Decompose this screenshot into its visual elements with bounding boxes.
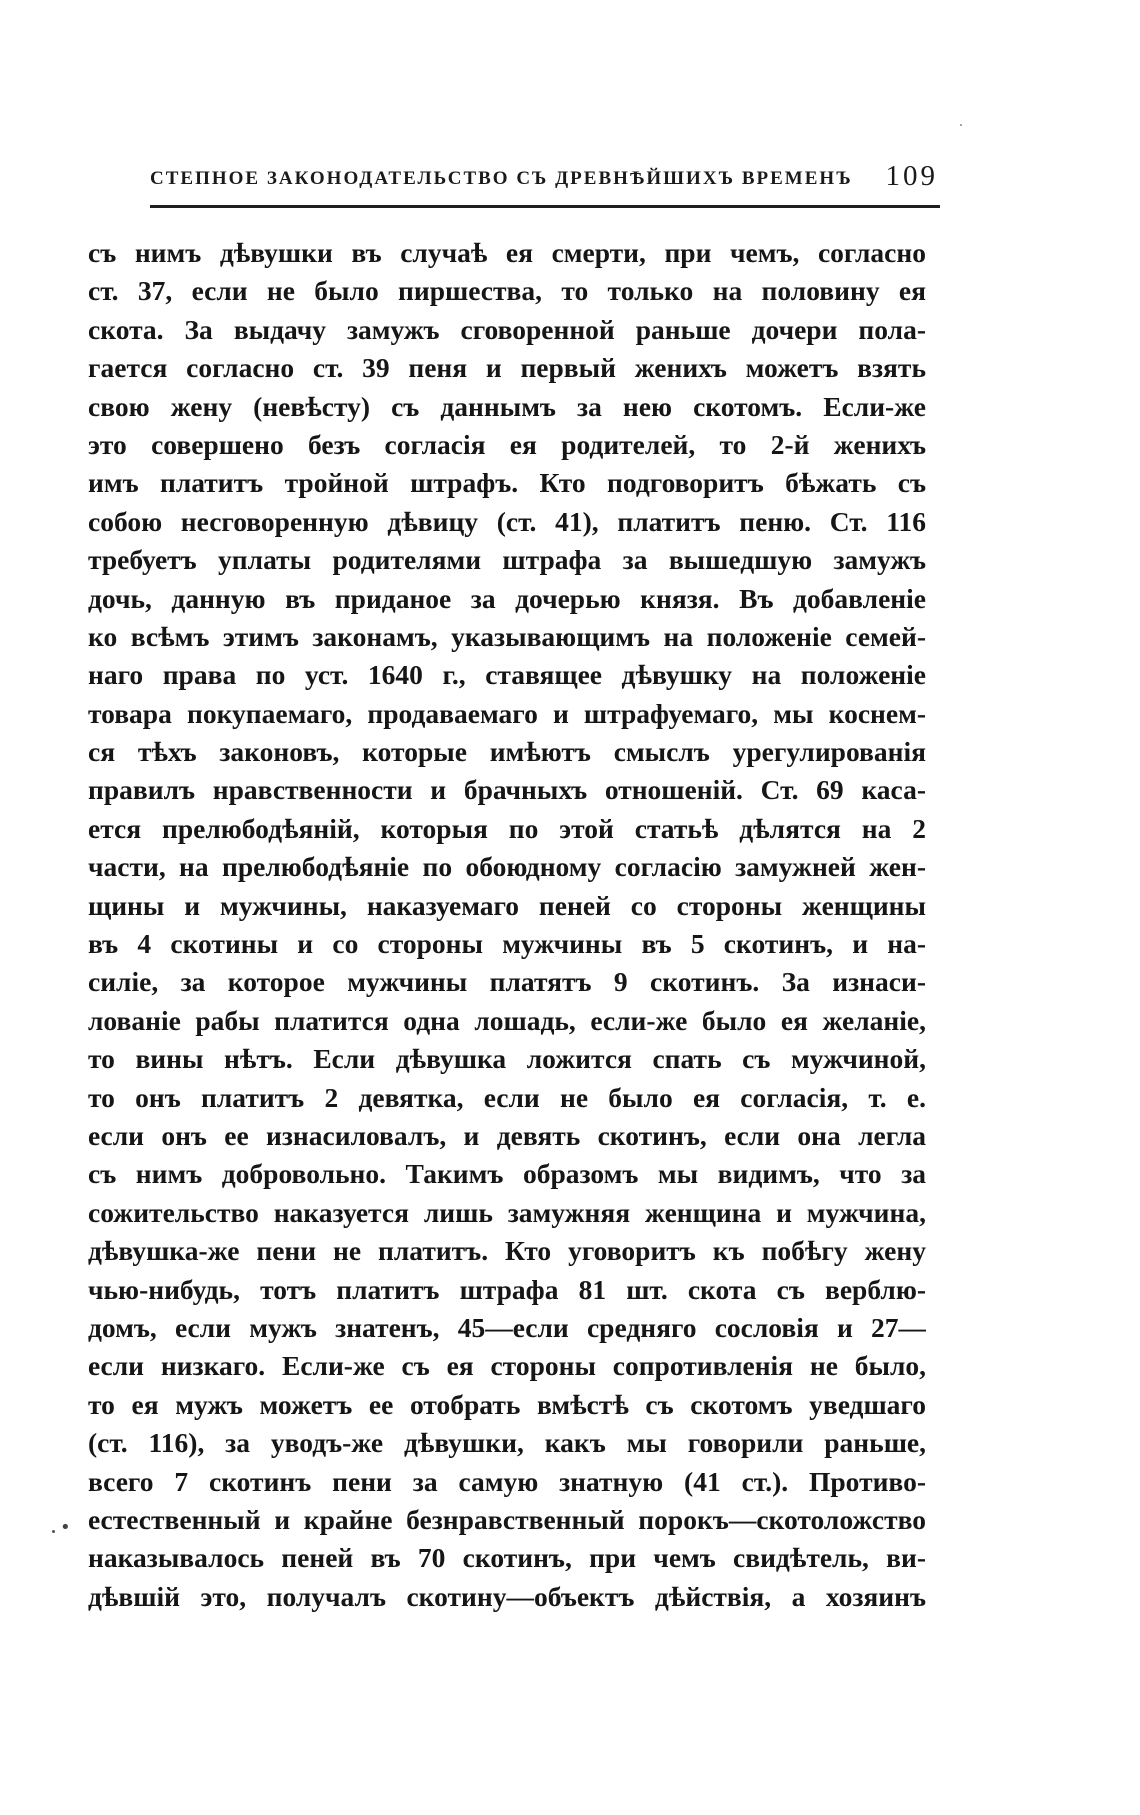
text-line: то ея мужъ можетъ ее отобрать вмѣстѣ съ скотомъ уведшаго — [88, 1388, 926, 1420]
text-line: то онъ платитъ 2 девятка, если не было ея согласія, т. е. — [88, 1081, 926, 1113]
text-line: это совершено безъ согласія ея родителей, то 2-й женихъ — [88, 428, 926, 460]
text-line: съ нимъ добровольно. Такимъ образомъ мы видимъ, что за — [88, 1158, 926, 1190]
text-line: свою жену (невѣсту) съ даннымъ за нею скотомъ. Если-же — [88, 390, 926, 422]
scan-speck — [960, 124, 962, 126]
text-line: собою несговоренную дѣвицу (ст. 41), платитъ пеню. Ст. 116 — [88, 505, 926, 537]
text-line: чью-нибудь, тотъ платитъ штрафа 81 шт. скота съ верблю- — [88, 1273, 926, 1305]
text-line: съ нимъ дѣвушки въ случаѣ ея смерти, при чемъ, согласно — [88, 237, 926, 268]
text-line: имъ платитъ тройной штрафъ. Кто подговоритъ бѣжать съ — [88, 467, 926, 499]
text-line: если низкаго. Если-же съ ея стороны сопротивленія не было, — [88, 1350, 926, 1382]
text-line: товара покупаемаго, продаваемаго и штрафуемаго, мы коснем- — [88, 697, 926, 729]
text-line: домъ, если мужъ знатенъ, 45—если средняго сословія и 27— — [88, 1311, 926, 1343]
margin-mark: • — [60, 1517, 71, 1538]
text-line: требуетъ уплаты родителями штрафа за вышедшую замужъ — [88, 544, 926, 576]
text-line: сожительство наказуется лишь замужняя женщина и мужчина, — [88, 1196, 926, 1228]
text-line: ся тѣхъ законовъ, которые имѣютъ смыслъ урегулированія — [88, 736, 926, 768]
text-line: (ст. 116), за уводъ-же дѣвушки, какъ мы говорили раньше, — [88, 1427, 926, 1459]
text-line: то вины нѣтъ. Если дѣвушка ложится спать съ мужчиной, — [88, 1043, 926, 1075]
body-text — [88, 234, 926, 1616]
text-line: дѣвшій это, получалъ скотину—объектъ дѣйствія, а хозяинъ — [88, 1580, 926, 1612]
header-rule — [150, 205, 940, 208]
scan-speck-margin — [52, 1530, 55, 1533]
running-head — [150, 158, 938, 198]
text-line: естественный и крайне безнравственный порокъ—скотоложство — [88, 1503, 926, 1535]
text-line: наго права по уст. 1640 г., ставящее дѣвушку на положеніе — [88, 659, 926, 691]
text-line: дочь, данную въ приданое за дочерью князя. Въ добавленіе — [88, 582, 926, 614]
text-line: наказывалось пеней въ 70 скотинъ, при чемъ свидѣтель, ви- — [88, 1542, 926, 1574]
text-line: части, на прелюбодѣяніе по обоюдному согласію замужней жен- — [88, 851, 926, 883]
text-line: щины и мужчины, наказуемаго пеней со стороны женщины — [88, 889, 926, 921]
page-number: 109 — [885, 160, 938, 192]
text-line: дѣвушка-же пени не платитъ. Кто уговоритъ къ побѣгу жену — [88, 1235, 926, 1267]
text-line: ется прелюбодѣяній, которыя по этой статьѣ дѣлятся на 2 — [88, 812, 926, 844]
running-title: СТЕПНОЕ ЗАКОНОДАТЕЛЬСТВО СЪ ДРЕВНѢЙШИХЪ ВРЕМЕНЪ — [150, 168, 853, 189]
text-line: силіе, за которое мужчины платятъ 9 скотинъ. За изнаси- — [88, 966, 926, 998]
text-line: правилъ нравственности и брачныхъ отношеній. Ст. 69 каса- — [88, 774, 926, 806]
text-line: ст. 37, если не было пиршества, то только на половину ея — [88, 275, 926, 307]
text-line: всего 7 скотинъ пени за самую знатную (41 ст.). Противо- — [88, 1465, 926, 1497]
text-line: гается согласно ст. 39 пеня и первый женихъ можетъ взять — [88, 352, 926, 384]
text-line: лованіе рабы платится одна лошадь, если-же было ея желаніе, — [88, 1004, 926, 1036]
text-line: ко всѣмъ этимъ законамъ, указывающимъ на положеніе семей- — [88, 620, 926, 652]
text-line: если онъ ее изнасиловалъ, и девять скотинъ, если она легла — [88, 1119, 926, 1151]
text-line: скота. За выдачу замужъ сговоренной раньше дочери полa- — [88, 313, 926, 345]
text-line: въ 4 скотины и со стороны мужчины въ 5 скотинъ, и на- — [88, 928, 926, 960]
